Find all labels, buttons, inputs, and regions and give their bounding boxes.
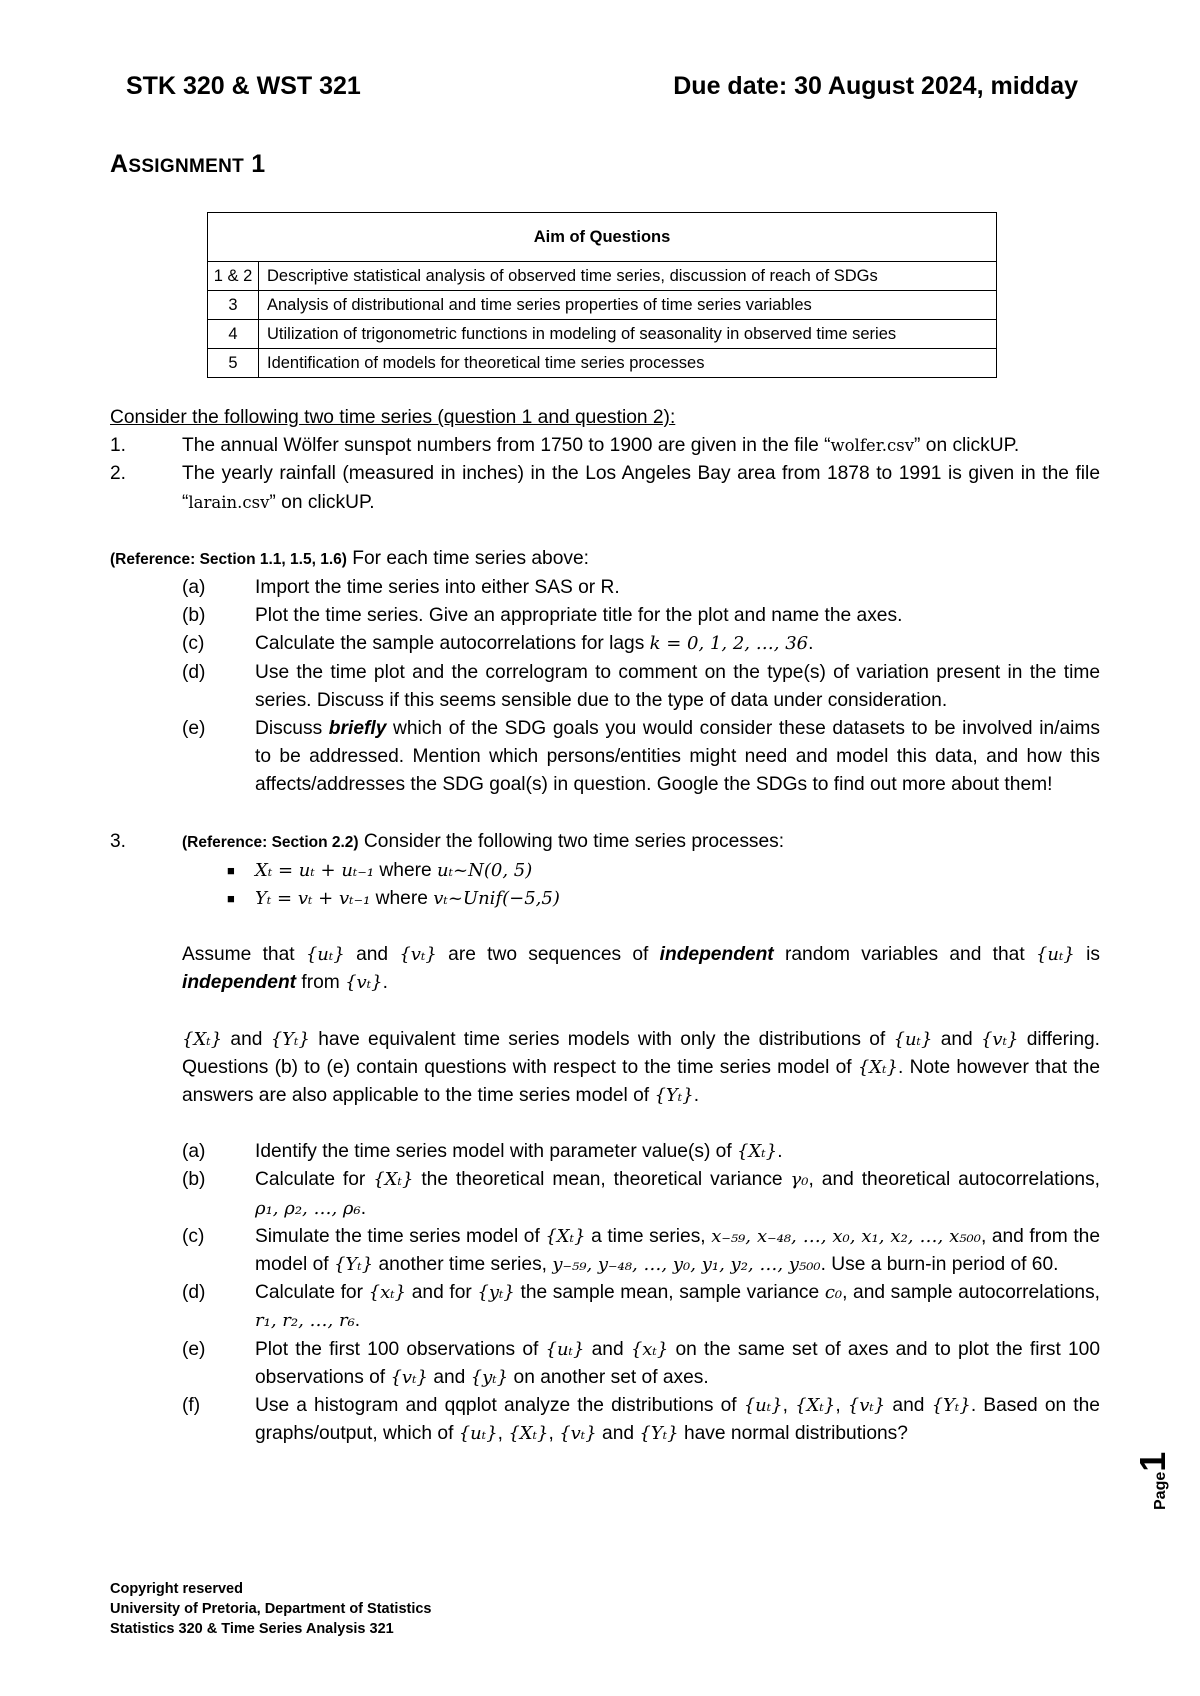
course-code: STK 320 & WST 321 [126, 72, 361, 100]
q12-part-d: (d) Use the time plot and the correlogram to comment on the type(s) of variation present in the time series. Discuss if this seems sensible due to the type of data under consideration. [182, 661, 1100, 711]
table-row: 3 Analysis of distributional and time series properties of time series variables [208, 291, 997, 320]
q3-part-b: (b) Calculate for {Xₜ} the theoretical mean, theoretical variance γ₀, and theoretical autocorrelations, ρ₁, ρ₂, …, ρ₆. [182, 1169, 1101, 1219]
page-title: ASSIGNMENT 1 [110, 150, 266, 178]
page-number: Page1 [1132, 1451, 1173, 1510]
q3-lead: 3. (Reference: Section 2.2) Consider the following two time series processes: [110, 830, 785, 852]
q3-bullet-2: ■ Yₜ = vₜ + vₜ₋₁ where vₜ~Unif(−5,5) [227, 888, 560, 910]
series-item-1: 1. The annual Wölfer sunspot numbers from 1750 to 1900 are given in the file “wolfer.csv” on clickUP. [110, 435, 1020, 457]
q3-part-e: (e) Plot the first 100 observations of {uₜ} and {xₜ} on the same set of axes and to plot the first 100 observations of {vₜ} and {yₜ} on another set of axes. [182, 1338, 1100, 1388]
q12-lead: (Reference: Section 1.1, 1.5, 1.6) For each time series above: [110, 547, 589, 569]
q12-part-b: (b) Plot the time series. Give an appropriate title for the plot and name the axes. [182, 605, 903, 627]
q3-part-f: (f) Use a histogram and qqplot analyze the distributions of {uₜ}, {Xₜ}, {vₜ} and {Yₜ}. Based on the graphs/output, which of {uₜ}, {Xₜ}, {vₜ} and {Yₜ} have normal distributions? [182, 1395, 1100, 1445]
q3-equivalence: {Xₜ} and {Yₜ} have equivalent time series models with only the distributions of {uₜ} and {vₜ} differing. Questions (b) to (e) contain questions with respect to the time series model of {Xₜ}. Note however that the answers are also applicable to the time series model of {Yₜ}. [182, 1028, 1100, 1107]
footer [110, 1579, 432, 1639]
q12-part-a: (a) Import the time series into either SAS or R. [182, 577, 620, 599]
aims-table [207, 212, 997, 378]
q3-part-c: (c) Simulate the time series model of {Xₜ} a time series, x₋₅₉, x₋₄₈, …, x₀, x₁, x₂, …, x₅₀₀, and from the model of {Yₜ} another time series, y₋₅₉, y₋₄₈, …, y₀, y₁, y₂, …, y₅₀₀. Use a burn-in period of 60. [182, 1225, 1100, 1276]
footer-course: Statistics 320 & Time Series Analysis 321 [110, 1621, 394, 1637]
q3-part-a: (a) Identify the time series model with parameter value(s) of {Xₜ}. [182, 1141, 783, 1163]
q12-part-e: (e) Discuss briefly which of the SDG goals you would consider these datasets to be involved in/aims to be addressed. Mention which persons/entities might need and model this data, and how this affects/addresses the SDG goal(s) in question. Google the SDGs to find out more about them! [182, 718, 1100, 796]
series-item-2: 2. The yearly rainfall (measured in inches) in the Los Angeles Bay area from 1878 to 1991 is given in the file “larain.csv” on clickUP. [110, 463, 1100, 513]
intro-text: Consider the following two time series (question 1 and question 2): [110, 407, 676, 428]
table-row: 5 Identification of models for theoretical time series processes [208, 349, 997, 378]
footer-copyright: Copyright reserved [110, 1581, 243, 1597]
footer-university: University of Pretoria, Department of Statistics [110, 1601, 432, 1617]
q3-assumption: Assume that {uₜ} and {vₜ} are two sequences of independent random variables and that {uₜ} is independent from {vₜ}. [182, 944, 1100, 994]
q12-part-c: (c) Calculate the sample autocorrelations for lags k = 0, 1, 2, …, 36. [182, 633, 814, 655]
table-row: 1 & 2 Descriptive statistical analysis of observed time series, discussion of reach of SDGs [208, 262, 997, 291]
aims-table-header [208, 213, 997, 262]
q3-bullet-1: ■ Xₜ = uₜ + uₜ₋₁ where uₜ~N(0, 5) [227, 859, 533, 881]
aims-heading: Aim of Questions [208, 213, 997, 262]
q3-part-d: (d) Calculate for {xₜ} and for {yₜ} the sample mean, sample variance c₀, and sample autocorrelations, r₁, r₂, …, r₆. [182, 1282, 1101, 1332]
table-row: 4 Utilization of trigonometric functions in modeling of seasonality in observed time series [208, 320, 997, 349]
assignment-body [110, 404, 1100, 1449]
due-date: Due date: 30 August 2024, midday [673, 72, 1078, 100]
